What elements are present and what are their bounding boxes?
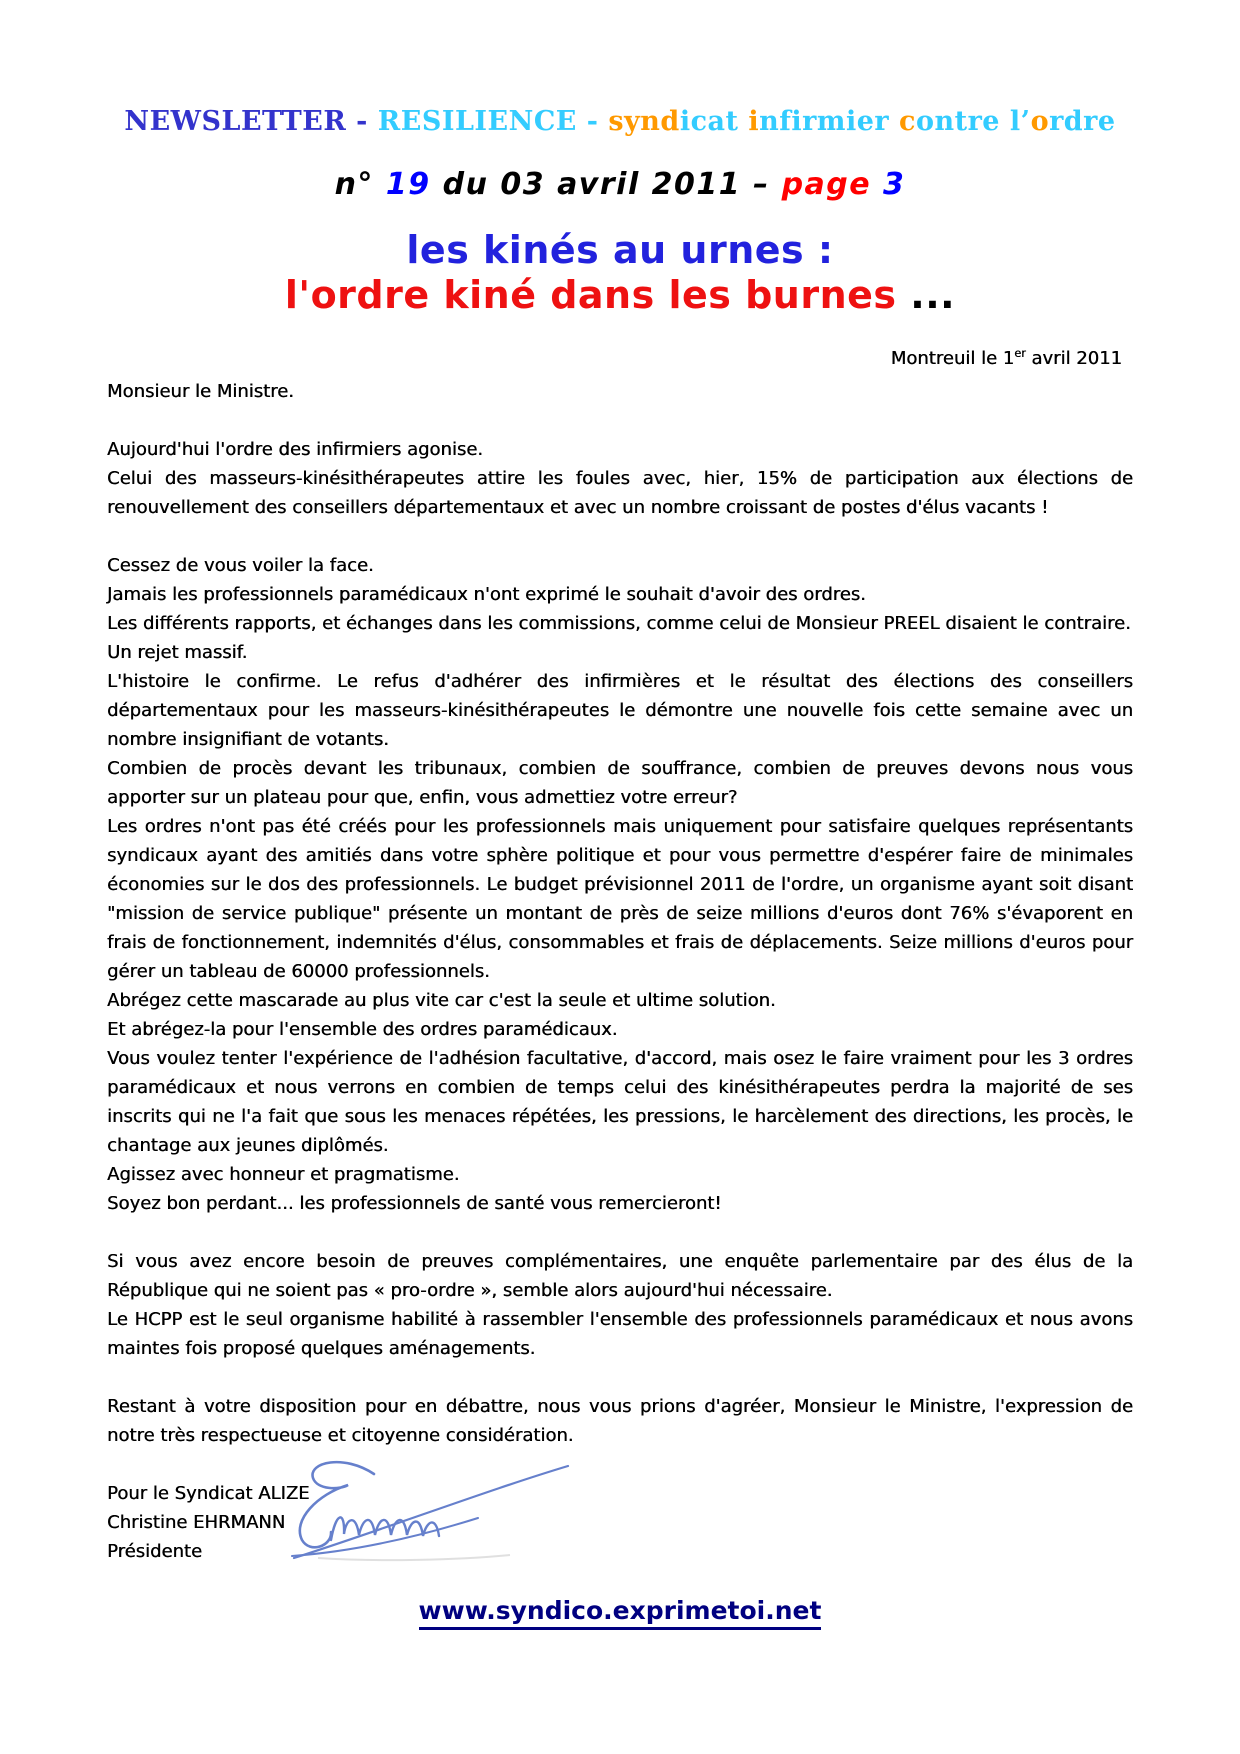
text-segment: rdre (1049, 106, 1116, 137)
body-line: Jamais les professionnels paramédicaux n'ont exprimé le souhait d'avoir des ordres. (107, 584, 866, 605)
issue-line (0, 167, 1240, 202)
body-line: Aujourd'hui l'ordre des infirmiers agonise. (107, 439, 484, 460)
body-line: Et abrégez-la pour l'ensemble des ordres paramédicaux. (107, 1019, 618, 1040)
signature-name: Christine EHRMANN (107, 1512, 286, 1533)
signature-role: Présidente (107, 1541, 203, 1562)
text-segment: er (1014, 347, 1026, 360)
text-segment: nfirmier (759, 106, 900, 137)
main-title (0, 228, 1240, 318)
paragraph (107, 377, 1133, 406)
text-segment: avril 2011 (1025, 348, 1122, 369)
body-line: Agissez avec honneur et pragmatisme. (107, 1164, 460, 1185)
text-segment: c (899, 106, 916, 137)
text-segment: page (781, 167, 884, 202)
body-line: Un rejet massif. (107, 642, 248, 663)
body-line: Abrégez cette mascarade au plus vite car c'est la seule et ultime solution. (107, 990, 776, 1011)
paragraph (107, 1392, 1133, 1450)
title-line-2 (0, 273, 1240, 318)
body-line: Les ordres n'ont pas été créés pour les professionnels mais uniquement pour satisfaire quelques représentants syndicaux ayant des amitiés dans votre sphère politique et pour vous permettre d'espérer faire de minimales économies sur le dos des professionnels. Le budget prévisionnel 2011 de l'ordre, un organisme ayant soit disant "mission de service publique" présente un montant de près de seize millions d'euros dont 76% s'évaporent en frais de fonctionnement, indemnités d'élus, consommables et frais de déplacements. Seize millions d'euros pour gérer un tableau de 60000 professionnels. (107, 816, 1133, 982)
text-segment: synd (608, 106, 680, 137)
paragraph (107, 1247, 1133, 1363)
text-segment: NEWSLETTER (124, 106, 347, 137)
paragraph (107, 551, 1133, 1218)
date-line (0, 348, 1240, 369)
text-segment: ontre (915, 106, 1010, 137)
signature-scribble (278, 1448, 578, 1563)
website-link[interactable]: www.syndico.exprimetoi.net (419, 1596, 822, 1630)
text-segment: l’ (1009, 106, 1031, 137)
text-segment: 19 (385, 167, 443, 202)
body-line: Restant à votre disposition pour en débattre, nous vous prions d'agréer, Monsieur le Ministre, l'expression de notre très respectueuse et citoyenne considération. (107, 1396, 1133, 1446)
text-segment: – (753, 167, 782, 202)
text-segment: i (748, 106, 760, 137)
body-line: Le HCPP est le seul organisme habilité à rassembler l'ensemble des professionnels paramédicaux et nous avons maintes fois proposé quelques aménagements. (107, 1309, 1133, 1359)
text-segment: les kinés au urnes : (406, 228, 834, 272)
body-line: Soyez bon perdant... les professionnels de santé vous remercieront! (107, 1193, 722, 1214)
text-segment: du 03 avril 2011 (442, 167, 754, 202)
signature-block (107, 1479, 1133, 1566)
body-line: Vous voulez tenter l'expérience de l'adhésion facultative, d'accord, mais osez le faire vraiment pour les 3 ordres paramédicaux et nous verrons en combien de temps celui des kinésithérapeutes perdra la majorité de ses inscrits qui ne l'a fait que sous les menaces répétées, les pressions, le harcèlement des directions, les procès, le chantage aux jeunes diplômés. (107, 1048, 1133, 1156)
body-line: L'histoire le confirme. Le refus d'adhérer des infirmières et le résultat des élections des conseillers départementaux pour les masseurs-kinésithérapeutes le démontre une nouvelle fois cette semaine avec un nombre insignifiant de votants. (107, 671, 1133, 750)
body-line: Combien de procès devant les tribunaux, combien de souffrance, combien de preuves devons nous vous apporter sur un plateau pour que, enfin, vous admettiez votre erreur? (107, 758, 1133, 808)
text-segment: Montreuil le 1 (890, 348, 1015, 369)
paragraph (107, 435, 1133, 522)
body-line: Celui des masseurs-kinésithérapeutes attire les foules avec, hier, 15% de participation aux élections de renouvellement des conseillers départementaux et avec un nombre croissant de postes d'élus vacants ! (107, 468, 1133, 518)
body-line: Cessez de vous voiler la face. (107, 555, 374, 576)
text-segment: RESILIENCE (377, 106, 577, 137)
signature-org: Pour le Syndicat ALIZE (107, 1483, 310, 1504)
letter-body (107, 377, 1133, 1450)
footer (0, 1596, 1240, 1630)
text-segment: - (346, 106, 378, 137)
text-segment: icat (679, 106, 749, 137)
body-line: Monsieur le Ministre. (107, 381, 294, 402)
body-line: Les différents rapports, et échanges dans les commissions, comme celui de Monsieur PREEL disaient le contraire. (107, 613, 1131, 634)
body-line: Si vous avez encore besoin de preuves complémentaires, une enquête parlementaire par des élus de la République qui ne soient pas « pro-ordre », semble alors aujourd'hui nécessaire. (107, 1251, 1133, 1301)
text-segment: 3 (883, 167, 906, 202)
text-segment: - (576, 106, 609, 137)
text-segment: o (1030, 106, 1050, 137)
text-segment: n° (334, 167, 386, 202)
text-segment: ... (896, 273, 956, 317)
text-segment: l'ordre kiné dans les burnes (284, 273, 897, 317)
newsletter-header (0, 0, 1240, 137)
title-line-1 (0, 228, 1240, 273)
